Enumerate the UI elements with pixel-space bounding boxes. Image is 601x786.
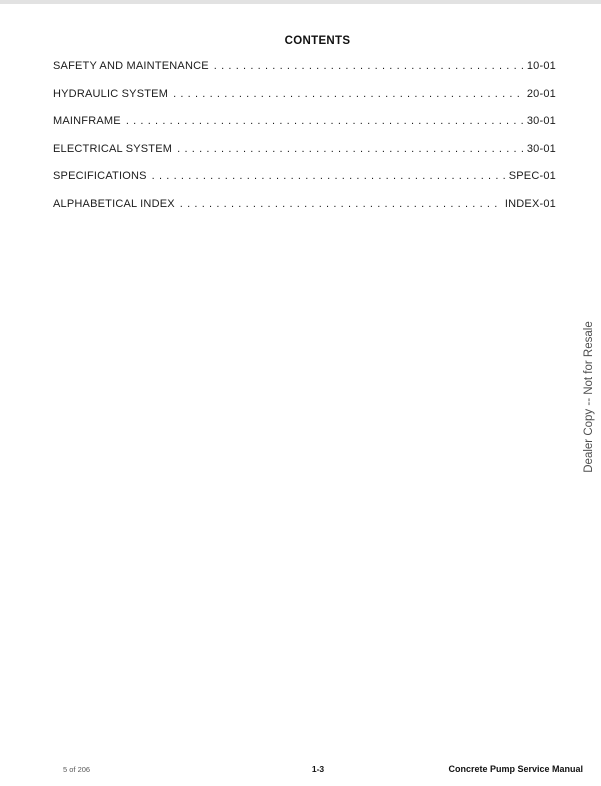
footer-page-position: 5 of 206 — [63, 765, 91, 774]
footer-manual-title: Concrete Pump Service Manual — [448, 764, 583, 774]
toc-entry-label: ALPHABETICAL INDEX — [53, 197, 175, 210]
contents-section — [53, 34, 582, 211]
page-top-edge-strip — [0, 0, 601, 4]
toc-entry-page: SPEC-01 — [508, 170, 556, 183]
toc-entry-hydraulic-system — [53, 87, 556, 101]
toc-entry-page: 20-01 — [526, 87, 556, 100]
toc-entry-specifications — [53, 169, 556, 183]
toc-entry-label: MAINFRAME — [53, 115, 121, 128]
dot-leader — [214, 59, 524, 73]
toc-entry-label: ELECTRICAL SYSTEM — [53, 142, 173, 155]
toc-entry-electrical-system — [53, 142, 556, 156]
dealer-copy-watermark: Dealer Copy -- Not for Resale — [583, 321, 595, 473]
page-title: CONTENTS — [284, 35, 351, 47]
toc-entry-page: 30-01 — [526, 115, 556, 128]
toc-entry-safety-and-maintenance — [53, 59, 556, 73]
dot-leader — [173, 87, 524, 101]
toc-entry-label: HYDRAULIC SYSTEM — [53, 87, 169, 100]
toc-entry-mainframe — [53, 114, 556, 128]
dot-leader — [126, 114, 524, 128]
toc-entry-alphabetical-index — [53, 197, 556, 211]
toc-entry-label: SAFETY AND MAINTENANCE — [53, 60, 209, 72]
toc-entry-label: SPECIFICATIONS — [53, 170, 147, 183]
toc-entry-page: 30-01 — [526, 142, 556, 155]
dot-leader — [177, 142, 524, 156]
toc-entry-page: INDEX-01 — [504, 197, 556, 210]
dot-leader — [180, 197, 502, 211]
dot-leader — [152, 169, 506, 183]
table-of-contents — [53, 59, 556, 211]
toc-entry-page: 10-01 — [526, 60, 556, 72]
footer-page-number: 1-3 — [311, 764, 325, 774]
